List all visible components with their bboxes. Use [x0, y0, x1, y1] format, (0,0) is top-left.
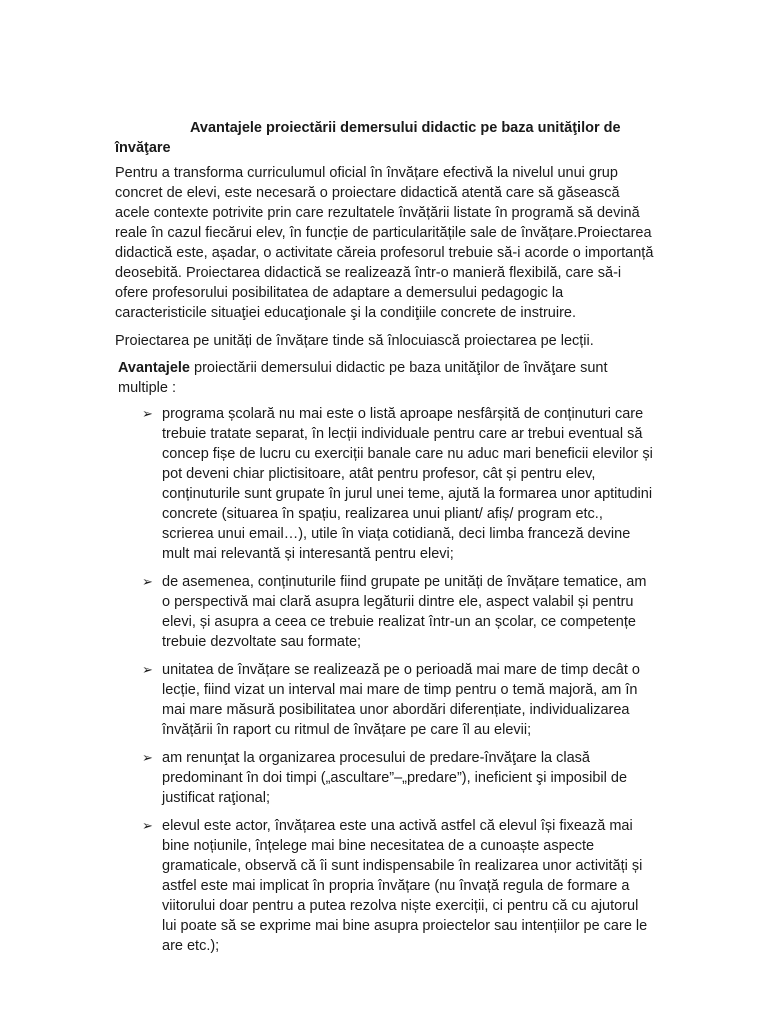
- list-item-text: programa școlară nu mai este o listă aproape nesfârșită de conținuturi care trebuie tratate separat, în lecții individuale pentru care ar trebui eventual să concep fișe de lucru cu exerciții banale care nu aduc mari beneficii elevilor și pot deveni chiar plictisitoare, atât pentru profesor, cât și pentru elev, conținuturile sunt grupate în jurul unei teme, ajută la formarea unor aptitudini concrete (situarea în spațiu, realizarea unui pliant/ afiș/ program etc., scrierea unui email…), utile în viața cotidiană, deci limba franceză devine mult mai relevantă și interesantă pentru elevi;: [162, 406, 653, 562]
- arrow-bullet-icon: ➢: [142, 406, 153, 421]
- list-item: [115, 816, 655, 956]
- arrow-bullet-icon: ➢: [142, 750, 153, 765]
- list-item: [115, 572, 655, 652]
- arrow-bullet-icon: ➢: [142, 574, 153, 589]
- list-item-text: unitatea de învățare se realizează pe o perioadă mai mare de timp decât o lecție, fiind vizat un interval mai mare de timp pentru o temă majoră, am în mai mare măsură posibilitatea unor abordări diferențiate, individualizarea învățării în raport cu ritmul de învățare pe care îl au elevii;: [162, 662, 640, 738]
- list-item: [115, 748, 655, 808]
- paragraph-curriculum: Pentru a transforma curriculumul oficial în învățare efectivă la nivelul unui grup concret de elevi, este necesară o proiectare didactică atentă care să găsească acele contexte potrivite prin care rezultatele învățării listate în programă să devină reale în cazul fiecărui elev, în funcție de particularitățile sale de învățare.Proiectarea didactică este, așadar, o activitate căreia profesorul trebuie să-i acorde o importanță deosebită. Proiectarea didactică se realizează într-o manieră flexibilă, care să-i ofere profesorului posibilitatea de adaptare a demersului pedagogic la caracteristicile situaţiei educaţionale şi la condiţiile concrete de instruire.: [115, 165, 654, 321]
- advantages-list: [115, 404, 655, 956]
- list-item: [115, 404, 655, 564]
- list-item-text: de asemenea, conținuturile fiind grupate pe unități de învățare tematice, am o perspectivă mai clară asupra legăturii dintre ele, aspect valabil și pentru elevi, și asupra a ceea ce trebuie realizat într-un an școlar, ce competențe trebuie dezvoltate sau formate;: [162, 574, 647, 650]
- list-item-text: am renunţat la organizarea procesului de predare-învăţare la clasă predominant în doi timpi („ascultare”–„predare”), ineficient şi imposibil de justificat raţional;: [162, 750, 628, 806]
- document-page: [115, 118, 655, 964]
- arrow-bullet-icon: ➢: [142, 818, 153, 833]
- arrow-bullet-icon: ➢: [142, 662, 153, 677]
- advantages-intro-text: proiectării demersului didactic pe baza unităţilor de învăţare sunt multiple :: [118, 360, 608, 396]
- advantages-intro-bold: Avantajele: [118, 360, 190, 376]
- list-item: [115, 660, 655, 740]
- paragraph-unitati: Proiectarea pe unități de învățare tinde să înlocuiască proiectarea pe lecții.: [115, 333, 594, 349]
- advantages-intro: [118, 358, 655, 398]
- list-item-text: elevul este actor, învățarea este una activă astfel că elevul își fixează mai bine noțiunile, înțelege mai bine necesitatea de a cunoaște aspecte gramaticale, observă că îi sunt indispensabile în realizarea unor activități și astfel este mai implicat în propria învățare (nu învață regula de formare a viitorului doar pentru a putea rezolva niște exerciții, ci pentru că cu ajutorul lui poate să se exprime mai bine asupra proiectelor sau intențiilor pe care le are etc.);: [162, 818, 648, 954]
- document-title: Avantajele proiectării demersului didactic pe baza unităţilor de învăţare: [115, 120, 621, 156]
